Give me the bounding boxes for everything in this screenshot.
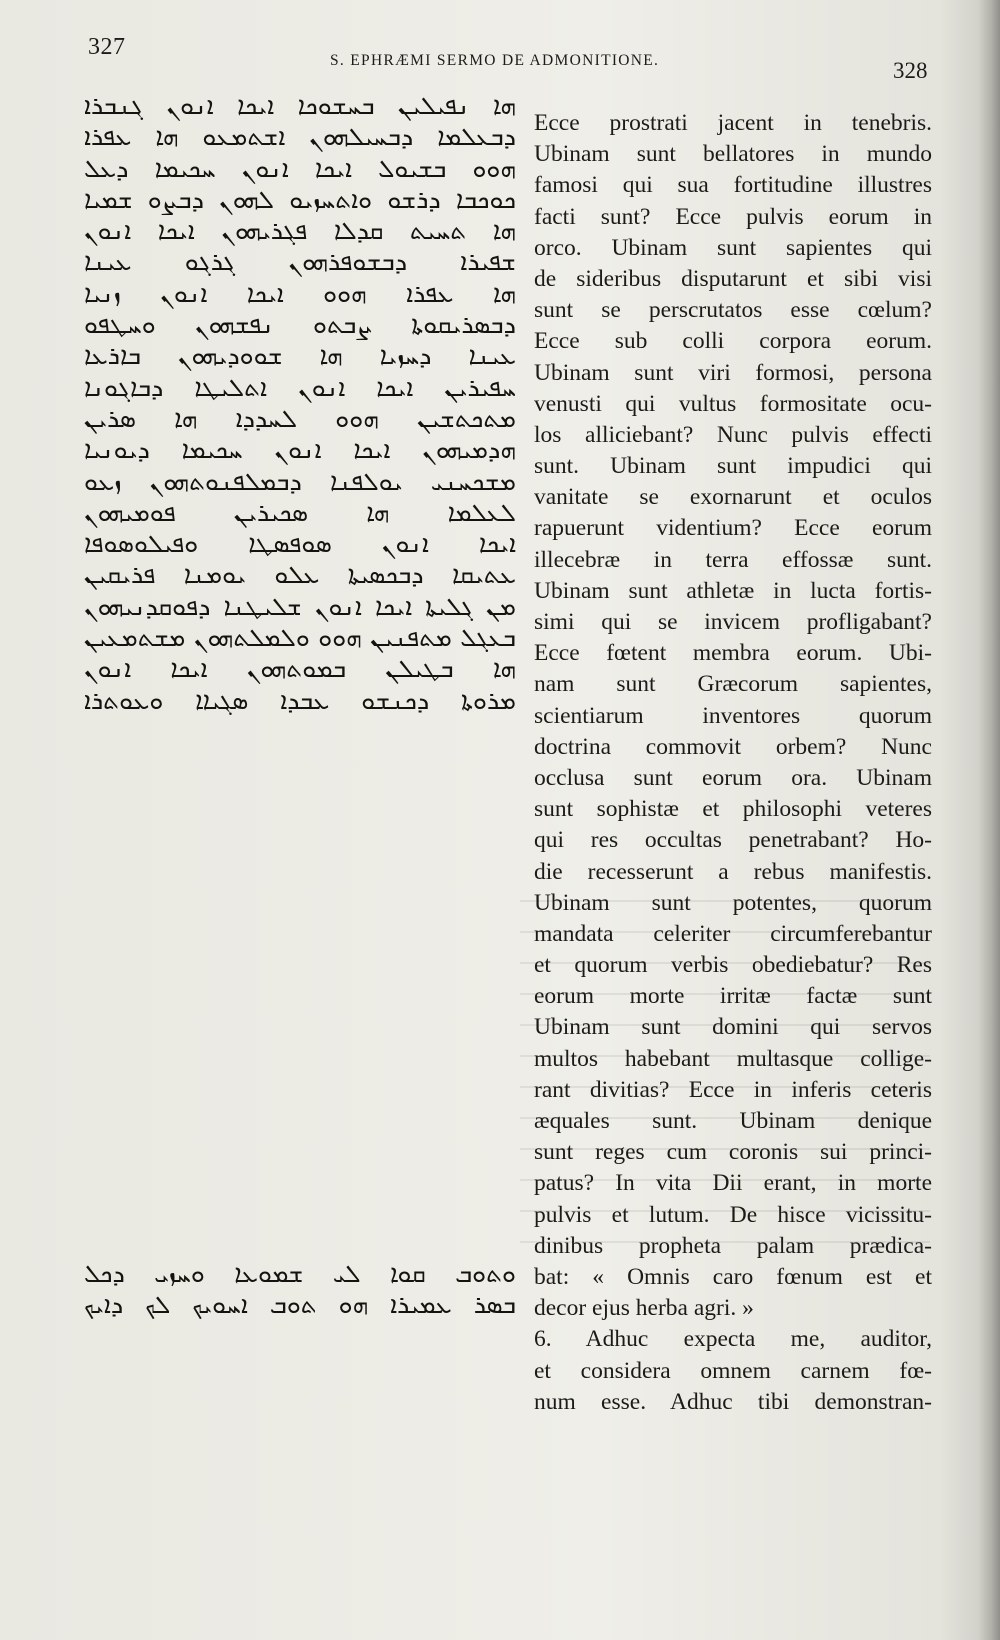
syriac-line: ܡܫܟܚܢܝ ܝܘܠܦܢܐ ܕܒܡܠܦܢܘܬܗܘܢ ܙܥܘ [84, 466, 516, 496]
latin-line: los alliciebant? Nunc pulvis effecti [534, 421, 932, 448]
page-number-left: 327 [88, 34, 126, 60]
latin-line: sunt reges cum coronis sui princi- [534, 1139, 932, 1166]
latin-line: et quorum verbis obediebatur? Res [534, 952, 932, 979]
page-number-right: 328 [893, 58, 928, 83]
syriac-line: ܐܝܟܐ ܐܢܘܢ ܣܘܦܣܛܐ ܘܦܝܠܘܣܘܦܐ [84, 529, 516, 559]
syriac-line: ܚܦܝܪܝܢ ܐܝܟܐ ܐܢܘܢ ܐܬܠܝܛܐ ܕܒܐܓܘܢܐ [84, 372, 516, 402]
syriac-line: ܗܘܘ ܒܫܝܘܠ ܐܝܟܐ ܐܢܘܢ ܚܟܝܡܐ ܕܥܠ [84, 153, 516, 183]
syriac-line: ܗܐ ܥܦܪܐ ܗܘܘ ܐܝܟܐ ܐܢܘܢ ܙܢܝܐ [84, 278, 516, 308]
syriac-line: ܕܒܥܠܡܐ ܕܒܚܝܠܗܘܢ ܐܫܬܡܥܘ ܗܐ ܥܦܪܐ [84, 122, 516, 152]
latin-line: rant divitias? Ecce in inferis ceteris [534, 1076, 932, 1103]
latin-line: multos habebant multasque collige- [534, 1045, 932, 1072]
latin-line: simi qui se invicem profligabant? [534, 609, 932, 635]
syriac-line: ܫܦܝܪܐ ܕܒܫܘܦܪܗܘܢ ܓܪܓܘ ܥܝܢܐ [84, 247, 516, 277]
running-title: S. EPHRÆMI SERMO DE ADMONITIONE. [330, 52, 660, 69]
latin-line: doctrina commovit orbem? Nunc [534, 733, 932, 760]
syriac-line: ܕܒܣܪܝܩܘܬܐ ܨܒܬܘ ܢܦܫܗܘܢ ܘܚܛܦܘ [84, 310, 516, 340]
syriac-line: ܡܬܟܬܫܝܢ ܗܘܘ ܠܚܕܕܐ ܗܐ ܣܪܝܢ [84, 403, 516, 433]
syriac-line: ܡܪܘܬܐ ܕܟܢܫܘ ܥܒܕܐ ܣܓܝܐܐ ܘܥܘܬܪܐ [84, 685, 516, 715]
latin-line: Ubinam sunt athletæ in lucta fortis- [534, 577, 932, 604]
latin-line: Ecce sub colli corpora eorum. [534, 328, 932, 355]
syriac-line: ܟܘܟܒܐ ܕܪܫܘ ܘܐܬܚܙܝܘ ܠܗܘܢ ܕܒܨܘ ܫܡܝܐ [84, 184, 516, 214]
syriac-line: ܒܣܪ ܥܡܝܪܐ ܗܘ ܬܘܒ ܐܚܘܝܟ ܠܟ ܕܐܝܟ [84, 1290, 516, 1320]
latin-line: sunt se perscrutatos esse cœlum? [534, 297, 932, 324]
latin-line: bat: « Omnis caro fœnum est et [534, 1263, 932, 1290]
syriac-line: ܘܬܘܒ ܩܘܐ ܠܝ ܫܡܘܥܐ ܘܚܙܝ ܕܟܠ [84, 1259, 516, 1288]
latin-line: Ubinam sunt viri formosi, persona [534, 359, 932, 386]
latin-line: Ubinam sunt domini qui servos [534, 1014, 932, 1041]
syriac-line: ܡܢ ܓܠܝܬܐ ܐܝܟܐ ܐܢܘܢ ܫܠܝܛܢܐ ܕܦܘܩܕܢܝܗܘܢ [84, 591, 516, 621]
latin-line: de sideribus disputarunt et sibi visi [534, 265, 932, 292]
syriac-line: ܒܥܓܠ ܡܬܦܢܝܢ ܗܘܘ ܘܠܡܠܬܗܘܢ ܡܫܬܡܥܝܢ [84, 623, 516, 653]
page-gutter-shadow [978, 0, 1000, 1640]
latin-line: nam sunt Græcorum sapientes, [534, 671, 932, 698]
latin-line: Ubinam sunt potentes, quorum [534, 889, 932, 916]
latin-line: Ecce prostrati jacent in tenebris. [534, 110, 932, 136]
latin-line: venusti qui vultus formositate ocu- [534, 390, 932, 417]
latin-line: scientiarum inventores quorum [534, 702, 932, 729]
latin-line: decor ejus herba agri. » [534, 1295, 754, 1322]
latin-line: vanitate se exornarunt et oculos [534, 484, 932, 511]
latin-line: patus? In vita Dii erant, in morte [534, 1170, 932, 1197]
latin-line: orco. Ubinam sunt sapientes qui [534, 234, 932, 261]
latin-line: Ecce fœtent membra eorum. Ubi- [534, 640, 932, 667]
syriac-text-continuation [84, 1258, 516, 1321]
syriac-line: ܠܥܠܡܐ ܗܐ ܣܟܝܪܝܢ ܦܘܡܝܗܘܢ [84, 497, 516, 527]
syriac-line: ܥܝܢܐ ܕܚܙܝܐ ܗܐ ܫܘܘܕܝܗܘܢ ܒܐܪܥܐ [84, 341, 516, 371]
latin-line: dinibus propheta palam prædica- [534, 1232, 932, 1259]
latin-line: illecebræ in terra effossæ sunt. [534, 546, 932, 573]
latin-text-column [534, 108, 932, 1418]
latin-line: sunt sophistæ et philosophi veteres [534, 796, 932, 823]
latin-line: Ubinam sunt bellatores in mundo [534, 141, 932, 168]
latin-line: mandata celeriter circumferebantur [534, 920, 932, 947]
latin-line: rapuerunt videntium? Ecce eorum [534, 515, 932, 542]
latin-line: 6. Adhuc expecta me, auditor, [534, 1326, 932, 1353]
latin-line: qui res occultas penetrabant? Ho- [534, 827, 932, 854]
syriac-line: ܗܐ ܬܚܝܬ ܩܕܠܐ ܦܓܪܝܗܘܢ ܐܝܟܐ ܐܢܘܢ [84, 216, 516, 246]
latin-line: die recesserunt a rebus manifestis. [534, 858, 932, 885]
syriac-text-column [84, 90, 516, 716]
syriac-line: ܥܬܝܩܐ ܕܒܟܣܝܬܐ ܥܠܘ ܝܘܡܢܐ ܦܪܝܩܝܢ [84, 560, 516, 590]
syriac-line: ܗܐ ܒܛܝܠܢ ܒܡܘܬܗܘܢ ܐܝܟܐ ܐܢܘܢ [84, 654, 516, 684]
latin-line: et considera omnem carnem fœ- [534, 1357, 932, 1384]
latin-line: sunt. Ubinam sunt impudici qui [534, 453, 932, 480]
syriac-line: ܗܕܡܝܗܘܢ ܐܝܟܐ ܐܢܘܢ ܚܟܝܡܐ ܕܝܘܢܝܐ [84, 435, 516, 465]
latin-line: facti sunt? Ecce pulvis eorum in [534, 203, 932, 230]
latin-line: num esse. Adhuc tibi demonstran- [534, 1388, 932, 1415]
latin-line: occlusa sunt eorum ora. Ubinam [534, 764, 932, 791]
latin-line: eorum morte irritæ factæ sunt [534, 983, 932, 1010]
syriac-line: ܗܐ ܢܦܝܠܝܢ ܒܚܫܘܟܐ ܐܝܟܐ ܐܢܘܢ ܓܢܒܪܐ [84, 91, 516, 120]
latin-line: famosi qui sua fortitudine illustres [534, 172, 932, 199]
latin-line: æquales sunt. Ubinam denique [534, 1108, 932, 1134]
latin-line: pulvis et lutum. De hisce vicissitu- [534, 1201, 932, 1228]
